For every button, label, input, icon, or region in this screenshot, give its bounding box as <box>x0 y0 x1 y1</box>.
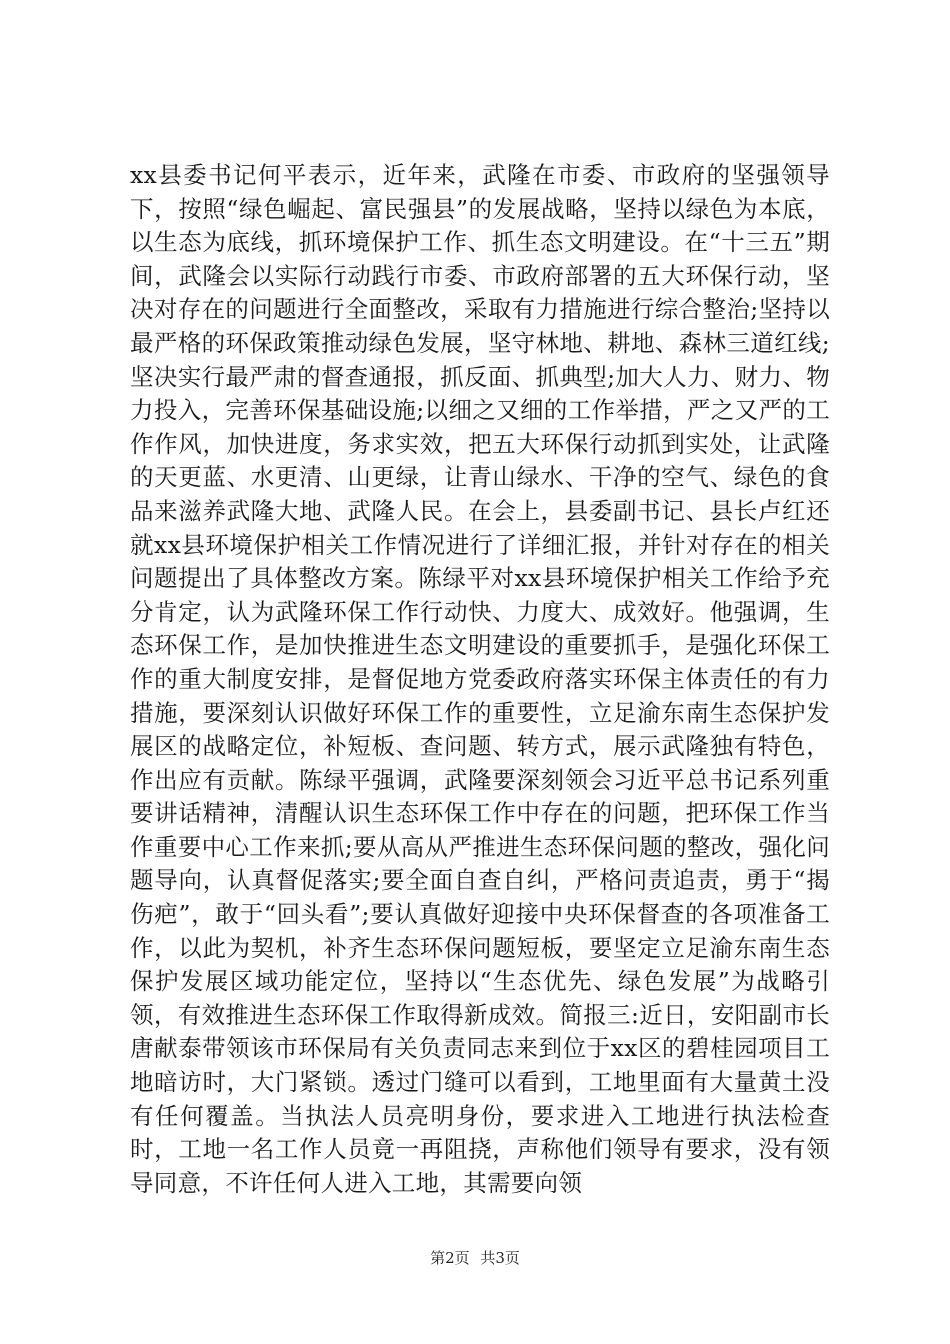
page-total: 共3页 <box>480 1249 520 1267</box>
page-number: 第2页 <box>430 1249 470 1267</box>
body-paragraph: xx县委书记何平表示，近年来，武隆在市委、市政府的坚强领导下，按照“绿色崛起、富民强县”的发展战略，坚持以绿色为本底，以生态为底线，抓环境保护工作、抓生态文明建设。在“十三五”期间，武隆会以实际行动践行市委、市政府部署的五大环保行动，坚决对存在的问题进行全面整改，采取有力措施进行综合整治;坚持以最严格的环保政策推动绿色发展，坚守林地、耕地、森林三道红线;坚决实行最严肃的督查通报，抓反面、抓典型;加大人力、财力、物力投入，完善环保基础设施;以细之又细的工作举措，严之又严的工作作风，加快进度，务求实效，把五大环保行动抓到实处，让武隆的天更蓝、水更清、山更绿，让青山绿水、干净的空气、绿色的食品来滋养武隆大地、武隆人民。在会上，县委副书记、县长卢红还就xx县环境保护相关工作情况进行了详细汇报，并针对存在的相关问题提出了具体整改方案。陈绿平对xx县环境保护相关工作给予充分肯定，认为武隆环保工作行动快、力度大、成效好。他强调，生态环保工作，是加快推进生态文明建设的重要抓手，是强化环保工作的重大制度安排，是督促地方党委政府落实环保主体责任的有力措施，要深刻认识做好环保工作的重要性，立足渝东南生态保护发展区的战略定位，补短板、查问题、转方式，展示武隆独有特色，作出应有贡献。陈绿平强调，武隆要深刻领会习近平总书记系列重要讲话精神，清醒认识生态环保工作中存在的问题，把环保工作当作重要中心工作来抓;要从高从严推进生态环保问题的整改，强化问题导向，认真督促落实;要全面自查自纠，严格问责追责，勇于“揭伤疤”，敢于“回头看”;要认真做好迎接中央环保督查的各项准备工作，以此为契机，补齐生态环保问题短板，要坚定立足渝东南生态保护发展区域功能定位，坚持以“生态优先、绿色发展”为战略引领，有效推进生态环保工作取得新成效。简报三:近日，安阳副市长唐献泰带领该市环保局有关负责同志来到位于xx区的碧桂园项目工地暗访时，大门紧锁。透过门缝可以看到，工地里面有大量黄土没有任何覆盖。当执法人员亮明身份，要求进入工地进行执法检查时，工地一名工作人员竟一再阻挠，声称他们领导有要求，没有领导同意，不许任何人进入工地，其需要向领 <box>130 161 830 1197</box>
page-footer <box>0 1248 950 1268</box>
